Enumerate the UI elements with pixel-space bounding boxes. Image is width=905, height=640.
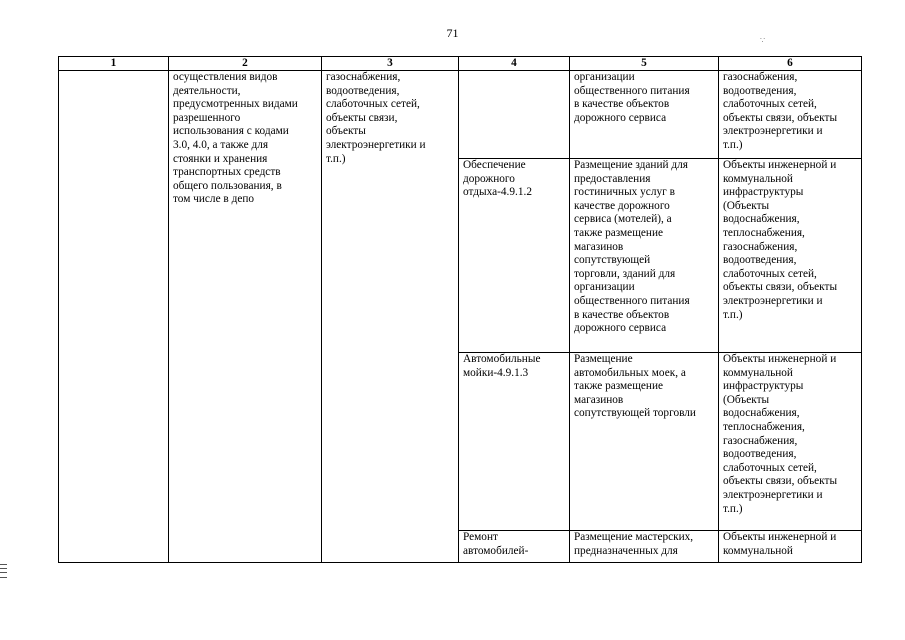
aux-objects-cell: газоснабжения, водоотведения, слаботочных сетей, объекты связи, объекты электроэнергетики и т.п.) [322,71,459,563]
use-kind-cell: Ремонт автомобилей- [459,531,570,563]
header-col-1: 1 [59,57,169,71]
zoning-table [58,56,862,563]
binding-mark [0,564,7,578]
page-number: 71 [446,26,459,40]
use-kind-cell [459,71,570,159]
infrastructure-cell: Объекты инженерной и коммунальной инфраструктуры (Объекты водоснабжения, теплоснабжения, газоснабжения, водоотведения, слаботочных сетей, объекты связи, объекты электроэнергетики и т.п.) [719,353,862,531]
header-col-3: 3 [322,57,459,71]
infrastructure-cell: Объекты инженерной и коммунальной инфраструктуры (Объекты водоснабжения, теплоснабжения, газоснабжения, водоотведения, слаботочных сетей, объекты связи, объекты электроэнергетики и т.п.) [719,159,862,353]
zone-cell [59,71,169,563]
header-col-5: 5 [570,57,719,71]
use-kind-cell: Автомобильные мойки-4.9.1.3 [459,353,570,531]
scan-mark: ∵ [760,36,766,45]
header-col-4: 4 [459,57,570,71]
header-col-2: 2 [169,57,322,71]
use-description-cell: Размещение зданий для предоставления гостиничных услуг в качестве дорожного сервиса (мотелей), а также размещение магазинов сопутствующей торговли, зданий для организации общественного питания в качестве объектов дорожного сервиса [570,159,719,353]
header-row [59,57,862,71]
infrastructure-cell: Объекты инженерной и коммунальной [719,531,862,563]
use-kind-cell: Обеспечение дорожного отдыха-4.9.1.2 [459,159,570,353]
header-col-6: 6 [719,57,862,71]
infrastructure-cell: газоснабжения, водоотведения, слаботочных сетей, объекты связи, объекты электроэнергетики и т.п.) [719,71,862,159]
use-description-cell: Размещение мастерских, предназначенных для [570,531,719,563]
use-description-cell: организации общественного питания в качестве объектов дорожного сервиса [570,71,719,159]
main-use-cell: осуществления видов деятельности, предусмотренных видами разрешенного использования с кодами 3.0, 4.0, а также для стоянки и хранения транспортных средств общего пользования, в том числе в депо [169,71,322,563]
use-description-cell: Размещение автомобильных моек, а также размещение магазинов сопутствующей торговли [570,353,719,531]
table-row [59,71,862,159]
